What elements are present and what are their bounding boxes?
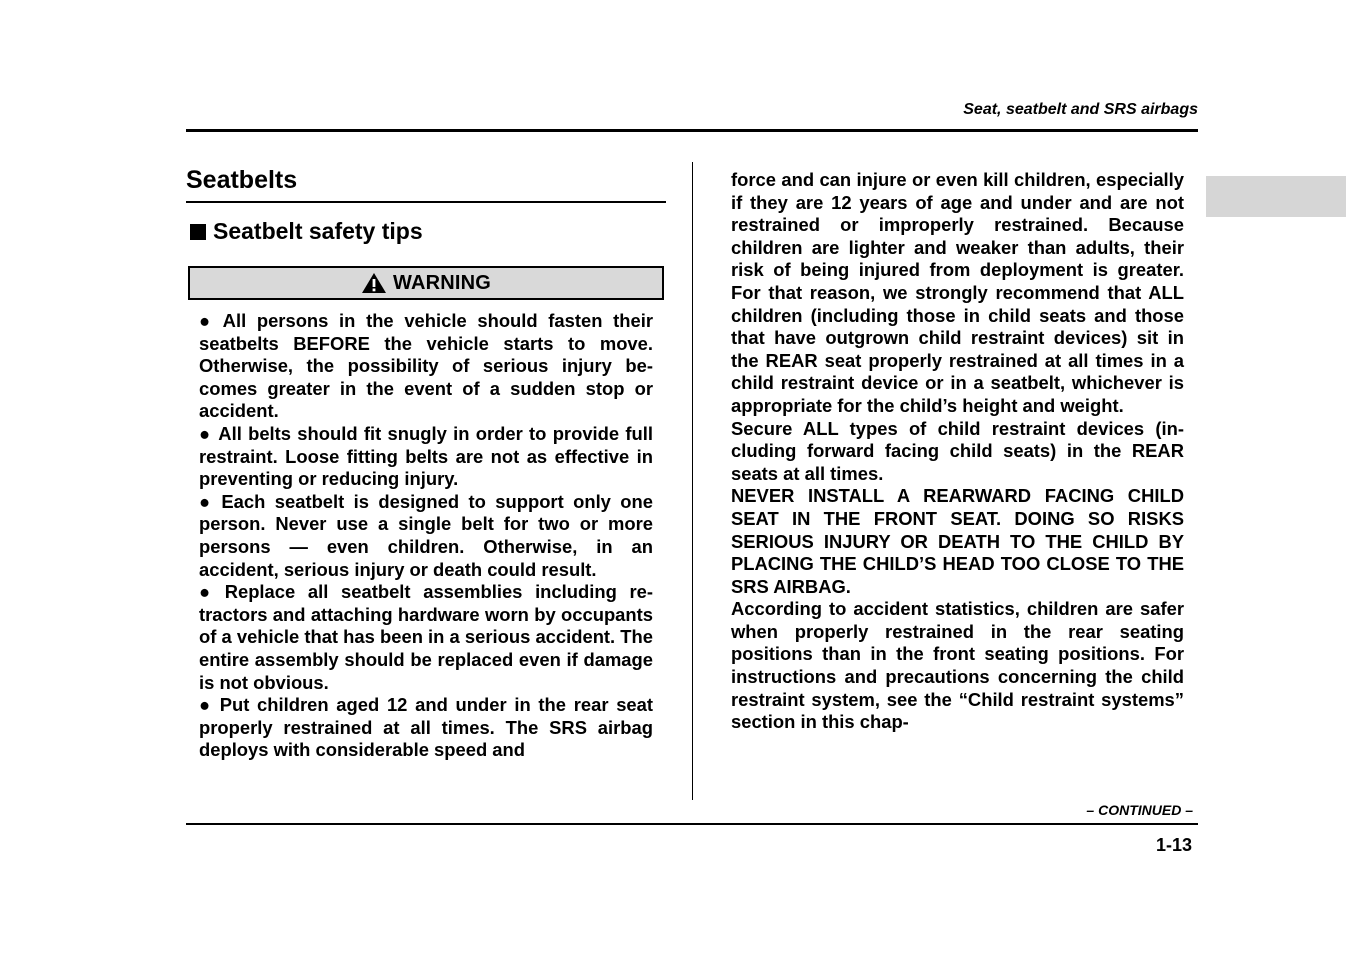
bullet-text: All persons in the vehicle should fasten their seatbelts BEFORE the vehicle starts to move. Otherwise, the possibility of serious injury becomes greater in the event of a sudden stop or accident. (199, 310, 653, 422)
paragraph: force and can injure or even kill children, especially if they are 12 years of age and under and are not restrained or improperly restrained. Because children are lighter and weaker than adults, their risk of being injured from deployment is greater. For that reason, we strongly recommend that ALL children (including those in child seats and those that have outgrown child restraint devices) sit in the REAR seat properly restrained at all times in a child restraint device or in a seatbelt, whichever is appropriate for the child’s height and weight. (731, 169, 1184, 416)
bullet-item (199, 423, 653, 491)
bullet-text: Put children aged 12 and under in the rear seat properly restrained at all times. The SRS airbag deploys with considerable speed and (199, 694, 654, 761)
bullet-dot-icon: ● (199, 694, 213, 716)
warning-banner (188, 266, 664, 300)
chapter-thumb-tab (1206, 176, 1346, 217)
bullet-item (199, 491, 653, 581)
footer-rule (186, 823, 1198, 825)
section-title-rule (186, 201, 666, 203)
bullet-item (199, 581, 653, 694)
bullet-text: Each seatbelt is designed to support only one person. Never use a single belt for two or more persons — even children. Otherwise, in an accident, serious injury or death could result. (199, 490, 653, 580)
column-divider (692, 162, 693, 800)
paragraph: According to accident statistics, children are safer when properly restrained in the rear seating positions than in the front seating positions. For instructions and precautions concerning the child restraint system, see the “Child restraint systems” section in this chap- (731, 598, 1184, 733)
warning-label: WARNING (392, 271, 492, 294)
bullet-item (199, 694, 653, 762)
paragraph: NEVER INSTALL A REARWARD FACING CHILD SEAT IN THE FRONT SEAT. DOING SO RISKS SERIOUS INJURY OR DEATH TO THE CHILD BY PLACING THE CHILD’S HEAD TOO CLOSE TO THE SRS AIRBAG. (731, 485, 1184, 597)
bullet-item (199, 310, 653, 423)
warning-continuation (731, 169, 1184, 734)
running-head: Seat, seatbelt and SRS airbags (963, 101, 1198, 118)
paragraph: Secure ALL types of child restraint devices (including forward facing child seats) in the REAR seats at all times. (731, 417, 1184, 484)
bullet-text: Replace all seatbelt assemblies including retractors and attaching hardware worn by occupants of a vehicle that has been in a serious accident. The entire assembly should be replaced even if damage is not obvious. (199, 581, 653, 693)
warning-bullet-list (199, 310, 653, 762)
bullet-dot-icon: ● (199, 310, 216, 331)
continued-marker: – CONTINUED – (1086, 802, 1193, 818)
subsection-title: Seatbelt safety tips (213, 218, 423, 244)
bullet-dot-icon: ● (199, 490, 215, 512)
black-square-icon (190, 224, 206, 240)
section-title: Seatbelts (186, 166, 298, 194)
subsection-heading (190, 218, 423, 245)
warning-triangle-icon (361, 272, 387, 294)
page-number: 1-13 (1155, 835, 1192, 855)
bullet-text: All belts should fit snugly in order to provide full restraint. Loose fitting belts are not as effective in preventing or reducing injury. (199, 422, 653, 490)
bullet-dot-icon: ● (199, 581, 218, 603)
header-rule (186, 129, 1198, 132)
bullet-dot-icon: ● (199, 422, 212, 444)
